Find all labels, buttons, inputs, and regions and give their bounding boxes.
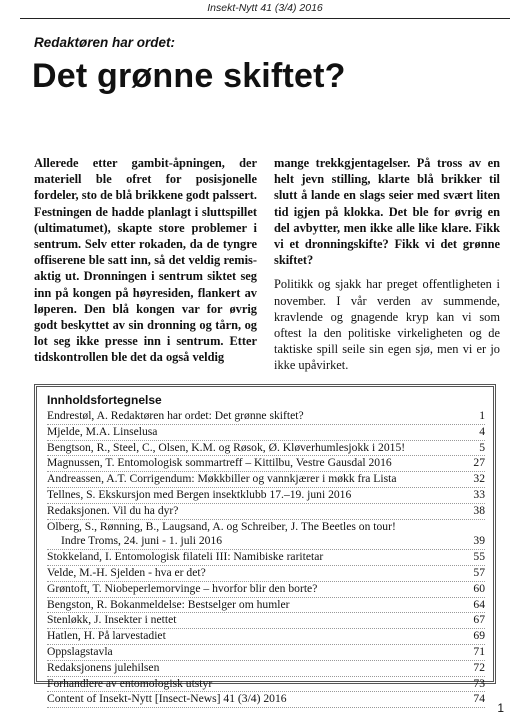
toc-entry-page: 74 <box>473 692 485 706</box>
toc-entry-subtitle: Indre Troms, 24. juni - 1. juli 2016 <box>61 534 223 548</box>
toc-entry <box>47 629 485 645</box>
toc-list <box>47 409 485 708</box>
toc-entry <box>47 692 485 708</box>
toc-entry <box>47 456 485 472</box>
toc-entry-page: 64 <box>473 597 485 611</box>
toc-entry-page: 38 <box>473 503 485 517</box>
article-title: Det grønne skiftet? <box>32 57 346 95</box>
toc-entry-page: 33 <box>473 487 485 501</box>
toc-entry-title: Stokkeland, I. Entomologisk filateli III: Namibiske raritetar <box>47 550 324 564</box>
toc-entry <box>47 504 485 520</box>
toc-entry-title: Forhandlere av entomologisk utstyr <box>47 676 213 690</box>
toc-entry-page: 60 <box>473 581 485 595</box>
toc-entry <box>47 472 485 488</box>
toc-entry-title: Grøntoft, T. Niobeperlemorvinge – hvorfor blir den borte? <box>47 581 318 595</box>
toc-entry-page: 55 <box>473 550 485 564</box>
toc-entry-title: Bengtson, R., Steel, C., Olsen, K.M. og Røsok, Ø. Kløverhumlesjokk i 2015! <box>47 440 406 454</box>
toc-entry <box>47 441 485 457</box>
page-number: 1 <box>497 701 504 715</box>
article-lead-part1: Allerede etter gambit-åpningen, der materiell ble ofret for posisjonelle fordeler, sto de blå brikkene godt palssert. Festningen de hadde planlagt i sluttspillet (ultimatumet), skapte store problemer i sentrum. Selv etter rokaden, da de tyngre offiserene ble satt inn, så det veldig remis-aktig ut. Dronningen i sentrum siktet seg inn på kongen på høyresiden, flankert av løperen. Den blå kongen var for øvrig godt beskyttet av sin dronning og tårn, og lot seg ikke presse inn i sentrum. Etter tidskontrollen ble det da også veldig <box>34 156 257 365</box>
toc-entry-title: Velde, M.-H. Sjelden - hva er det? <box>47 565 206 579</box>
toc-entry-title: Redaksjonen. Vil du ha dyr? <box>47 503 179 517</box>
toc-entry-page: 39 <box>473 534 485 548</box>
toc-entry <box>47 488 485 504</box>
toc-entry-title: Stenløkk, J. Insekter i nettet <box>47 613 177 627</box>
toc-entry <box>47 425 485 441</box>
toc-entry-page: 57 <box>473 565 485 579</box>
table-of-contents <box>34 384 496 706</box>
toc-entry-page: 67 <box>473 613 485 627</box>
toc-entry <box>47 645 485 661</box>
toc-entry-page: 73 <box>473 676 485 690</box>
toc-entry <box>47 677 485 693</box>
toc-entry <box>47 613 485 629</box>
toc-entry-title: Tellnes, S. Ekskursjon med Bergen insektklubb 17.–19. juni 2016 <box>47 487 352 501</box>
toc-entry-page: 71 <box>473 644 485 658</box>
toc-entry-page: 27 <box>473 456 485 470</box>
toc-entry-page: 72 <box>473 660 485 674</box>
article-kicker: Redaktøren har ordet: <box>34 35 176 50</box>
toc-entry-title: Andreassen, A.T. Corrigendum: Møkkbiller og vannkjærer i møkk fra Lista <box>47 472 397 486</box>
toc-entry <box>47 409 485 425</box>
toc-entry-title: Olberg, S., Rønning, B., Laugsand, A. og Schreiber, J. The Beetles on tour! Indre Troms, 24. juni - 1. juli 2016 <box>47 520 459 550</box>
toc-entry-title: Magnussen, T. Entomologisk sommartreff – Kittilbu, Vestre Gausdal 2016 <box>47 456 392 470</box>
article-column-right <box>274 155 500 374</box>
toc-entry <box>47 598 485 614</box>
toc-entry <box>47 661 485 677</box>
toc-entry-page: 1 <box>479 409 485 422</box>
toc-entry-title: Content of Insekt-Nytt [Insect-News] 41 (3/4) 2016 <box>47 692 287 706</box>
article-column-left <box>34 155 257 366</box>
article-lead-part2: mange trekkgjentagelser. På tross av en helt jevn stilling, klarte blå brikker til slutt å lande en slags seier med svært liten tid igjen på klokka. Det ble for øvrig en del avbytter, men ikke alle like klare. Fikk vi et dronningskifte? Fikk vi det grønne skiftet? <box>274 156 500 268</box>
toc-entry-page: 32 <box>473 472 485 486</box>
toc-entry-page: 69 <box>473 629 485 643</box>
running-header: Insekt-Nytt 41 (3/4) 2016 <box>207 2 323 14</box>
article-body: Politikk og sjakk har preget offentligheten i november. I vår verden av summende, kravlende og gnagende kryp kan vi som oftest la den politiske virkeligheten og de taktiske spill seile sin egen sjø, men vi er jo ikke upåvirket. <box>274 277 500 373</box>
toc-entry <box>47 566 485 582</box>
toc-entry <box>47 582 485 598</box>
toc-entry-page: 4 <box>479 424 485 438</box>
toc-title: Innholdsfortegnelse <box>47 393 162 407</box>
toc-entry-page: 5 <box>479 440 485 454</box>
toc-entry-title: Bengston, R. Bokanmeldelse: Bestselger om humler <box>47 597 290 611</box>
toc-entry-title: Redaksjonens julehilsen <box>47 660 160 674</box>
header-divider <box>20 18 510 19</box>
toc-entry-title: Hatlen, H. På larvestadiet <box>47 629 166 643</box>
toc-entry-title: Oppslagstavla <box>47 644 113 658</box>
toc-entry-title: Endrestøl, A. Redaktøren har ordet: Det grønne skiftet? <box>47 409 304 422</box>
toc-entry <box>47 550 485 566</box>
toc-entry <box>47 520 485 551</box>
toc-entry-title: Mjelde, M.A. Linselusa <box>47 424 158 438</box>
